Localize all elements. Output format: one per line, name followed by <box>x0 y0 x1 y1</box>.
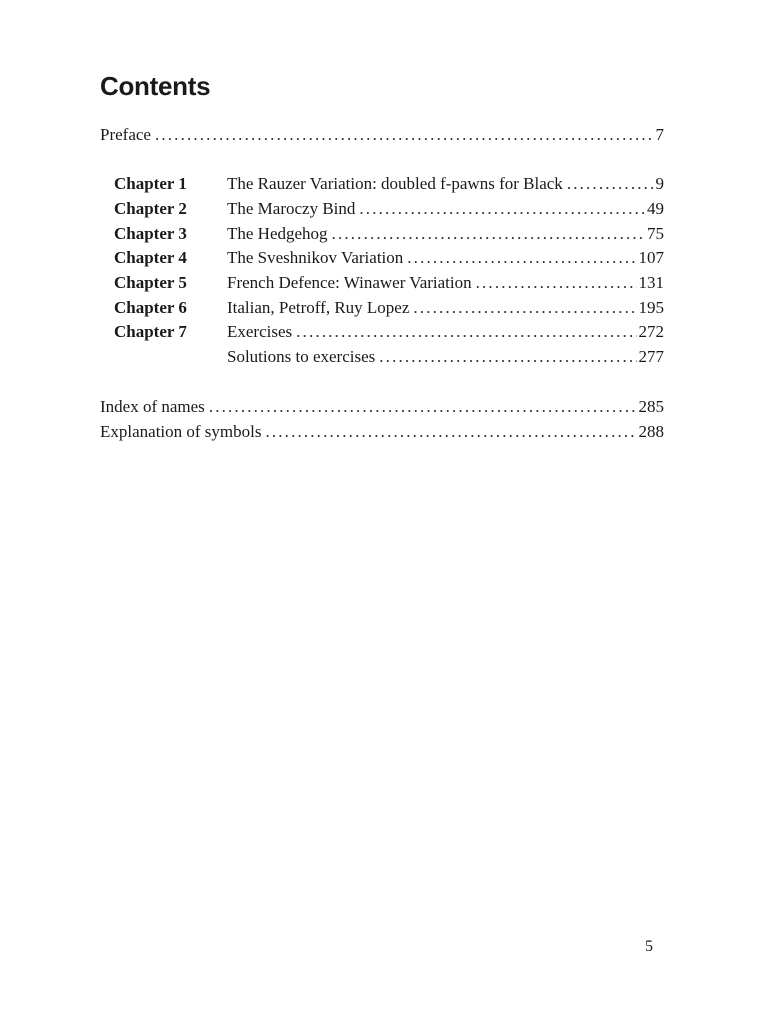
toc-entry-title: Index of names <box>100 397 205 416</box>
toc-entry-title: The Hedgehog <box>227 224 328 243</box>
dot-leader <box>476 271 637 295</box>
chapter-label: Chapter 6 <box>114 298 187 317</box>
toc-entry-chapter-4[interactable] <box>114 246 664 270</box>
page-title: Contents <box>100 71 211 101</box>
chapter-label: Chapter 7 <box>114 322 187 341</box>
toc-entry-title: The Rauzer Variation: doubled f-pawns for Black <box>227 174 563 193</box>
toc-page-number: 195 <box>638 298 664 317</box>
toc-entry-title: The Sveshnikov Variation <box>227 248 404 267</box>
dot-leader <box>296 320 636 344</box>
toc-page-number: 75 <box>647 224 664 243</box>
dot-leader <box>155 123 654 147</box>
toc-page-number: 7 <box>655 125 664 144</box>
chapter-label: Chapter 4 <box>114 248 187 267</box>
toc-entry-title: The Maroczy Bind <box>227 199 356 218</box>
dot-leader <box>209 395 637 419</box>
toc-entry-chapter-1[interactable] <box>114 172 664 196</box>
toc-entry-chapter-3[interactable] <box>114 222 664 246</box>
toc-page-number: 9 <box>655 174 664 193</box>
dot-leader <box>379 345 636 369</box>
toc-entry-title: Explanation of symbols <box>100 422 262 441</box>
toc-entry-title: Preface <box>100 125 151 144</box>
toc-page-number: 131 <box>638 273 664 292</box>
toc-entry-index-of-names[interactable] <box>100 395 664 419</box>
toc-page-number: 288 <box>638 422 664 441</box>
dot-leader <box>265 420 636 444</box>
toc-page-number: 107 <box>638 248 664 267</box>
dot-leader <box>413 296 636 320</box>
toc-page-number: 49 <box>647 199 664 218</box>
dot-leader <box>567 172 654 196</box>
toc-entry-chapter-2[interactable] <box>114 197 664 221</box>
toc-entry-title: Solutions to exercises <box>227 347 376 366</box>
toc-entry-chapter-5[interactable] <box>114 271 664 295</box>
toc-entry-chapter-7[interactable] <box>114 320 664 344</box>
toc-entry-title: Exercises <box>227 322 293 341</box>
dot-leader <box>407 246 636 270</box>
page-number: 5 <box>645 938 653 955</box>
dot-leader <box>359 197 645 221</box>
toc-entry-explanation-of-symbols[interactable] <box>100 420 664 444</box>
toc-entry-preface[interactable] <box>100 123 664 147</box>
toc-page-number: 285 <box>638 397 664 416</box>
chapter-label: Chapter 5 <box>114 273 187 292</box>
toc-entry-chapter-6[interactable] <box>114 296 664 320</box>
chapter-label: Chapter 3 <box>114 224 187 243</box>
dot-leader <box>332 222 645 246</box>
chapter-label: Chapter 1 <box>114 174 187 193</box>
chapter-label: Chapter 2 <box>114 199 187 218</box>
toc-entry-title: French Defence: Winawer Variation <box>227 273 472 292</box>
toc-page-number: 272 <box>638 322 664 341</box>
toc-entry-title: Italian, Petroff, Ruy Lopez <box>227 298 410 317</box>
toc-entry-solutions[interactable] <box>114 345 664 369</box>
toc-page-number: 277 <box>638 347 664 366</box>
